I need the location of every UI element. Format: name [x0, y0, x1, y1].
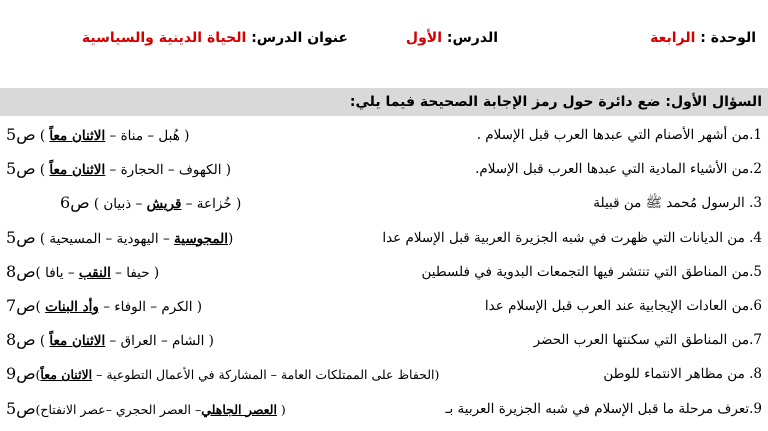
item-stem: من العادات الإيجابية عند العرب قبل الإسلام عدا [484, 297, 750, 314]
option-text: – العصر الحجري –عصر الانفتاح) [35, 401, 202, 417]
correct-answer: النقب [78, 264, 111, 281]
option-text: ) [39, 162, 50, 179]
item-number: 2. [749, 161, 762, 178]
page-ref: ص6 [60, 193, 90, 213]
lesson-header [0, 30, 768, 56]
correct-answer: المجوسية [174, 230, 228, 247]
option-text: هُبل – مناة – [105, 128, 180, 144]
correct-answer: وأد البنات [45, 298, 99, 315]
page-ref: ص5 [6, 227, 36, 247]
option-text: ) [39, 333, 50, 350]
item-stem: من الديانات التي ظهرت في شبه الجزيرة العربية قبل الإسلام عدا [382, 229, 745, 246]
question-heading [0, 88, 768, 116]
item-number: 3. [749, 195, 762, 212]
question-list [0, 118, 768, 426]
option-text: الشام – العراق – [105, 333, 205, 350]
unit-label: الوحدة : [700, 30, 756, 46]
page-ref: ص5 [6, 125, 36, 144]
option-text: – ذبيان ) [93, 196, 147, 213]
question-title: السؤال الأول: ضع دائرة حول رمز الإجابة الصحيحة فيما يلي: [349, 94, 762, 110]
item-options: ( خُزاعة – قريش – ذبيان ) ص6 [60, 193, 242, 213]
list-item [0, 221, 768, 255]
option-text: الكهوف – الحجارة – [105, 162, 222, 179]
option-text: ) [35, 298, 46, 315]
item-number: 5. [749, 263, 762, 280]
list-item [0, 255, 768, 289]
page-ref: ص5 [6, 398, 36, 418]
item-options: ( هُبل – مناة – الاثنان معاً ) ص5 [6, 125, 190, 144]
lesson-title-info [82, 30, 348, 46]
lesson-info [406, 30, 498, 46]
item-stem: من مظاهر الانتماء للوطن [603, 366, 745, 383]
list-item [0, 152, 768, 186]
unit-info [650, 30, 756, 46]
lesson-label: الدرس: [446, 30, 498, 46]
item-options: ( الشام – العراق – الاثنان معاً ) ص8 [6, 330, 214, 350]
item-stem: من المناطق التي سكنتها العرب الحضر [533, 332, 750, 349]
option-text: – اليهودية – المسيحية ) [39, 230, 175, 247]
list-item [0, 392, 768, 426]
option-text: ) [39, 128, 50, 144]
option-text: – يافا ) [35, 264, 79, 281]
page-ref: ص9 [6, 364, 36, 384]
correct-answer: الاثنان معاً [40, 367, 93, 383]
item-number: 9. [749, 400, 762, 417]
page-ref: ص8 [6, 261, 36, 281]
option-text: حيفا – [110, 264, 150, 281]
list-item [0, 186, 768, 220]
item-number: 4. [749, 229, 762, 246]
item-stem: من الأشياء المادية التي عبدها العرب قبل الإسلام. [475, 161, 750, 178]
item-options: ( حيفا – النقب – يافا )ص8 [6, 261, 160, 281]
page-ref: ص8 [6, 330, 36, 350]
item-number: 6. [749, 297, 762, 314]
option-text: الكرم – الوفاء – [98, 298, 193, 315]
item-options: (الحفاظ على الممتلكات العامة – المشاركة في الأعمال التطوعية – الاثنان معاً)ص9 [6, 364, 440, 384]
lesson-title-value: الحياة الدينية والسياسية [81, 30, 247, 46]
item-options: ( الكرم – الوفاء – وأد البنات )ص7 [6, 295, 203, 315]
lesson-value: الأول [405, 30, 442, 46]
item-stem: من أشهر الأصنام التي عبدها العرب قبل الإسلام . [476, 127, 750, 143]
option-text: ) [35, 367, 41, 383]
list-item [0, 289, 768, 323]
item-stem: تعرف مرحلة ما قبل الإسلام في شبه الجزيرة العربية بـ [445, 400, 750, 417]
option-text: الحفاظ على الممتلكات العامة – المشاركة في الأعمال التطوعية – [92, 367, 435, 383]
option-text: خُزاعة – [181, 196, 232, 213]
correct-answer: الاثنان معاً [49, 162, 106, 179]
item-options: ( الكهوف – الحجارة – الاثنان معاً ) ص5 [6, 159, 232, 179]
page-ref: ص7 [6, 295, 36, 315]
item-stem: الرسول مُحمد ﷺ من قبيلة [593, 195, 745, 212]
item-options: (المجوسية – اليهودية – المسيحية ) ص5 [6, 227, 234, 247]
unit-value: الرابعة [650, 30, 696, 46]
item-options: ( العصر الجاهلي– العصر الحجري –عصر الانفتاح)ص5 [6, 398, 286, 418]
correct-answer: العصر الجاهلي [201, 401, 277, 417]
lesson-title-label: عنوان الدرس: [251, 30, 348, 46]
item-number: 1. [749, 127, 762, 143]
item-number: 8. [749, 366, 762, 383]
correct-answer: الاثنان معاً [49, 128, 106, 144]
list-item [0, 323, 768, 357]
item-stem: من المناطق التي تنتشر فيها التجمعات البدوية في فلسطين [421, 263, 750, 280]
correct-answer: قريش [146, 196, 182, 213]
item-number: 7. [749, 332, 762, 349]
correct-answer: الاثنان معاً [49, 333, 106, 350]
page-ref: ص5 [6, 159, 36, 179]
list-item [0, 357, 768, 391]
list-item [0, 118, 768, 152]
